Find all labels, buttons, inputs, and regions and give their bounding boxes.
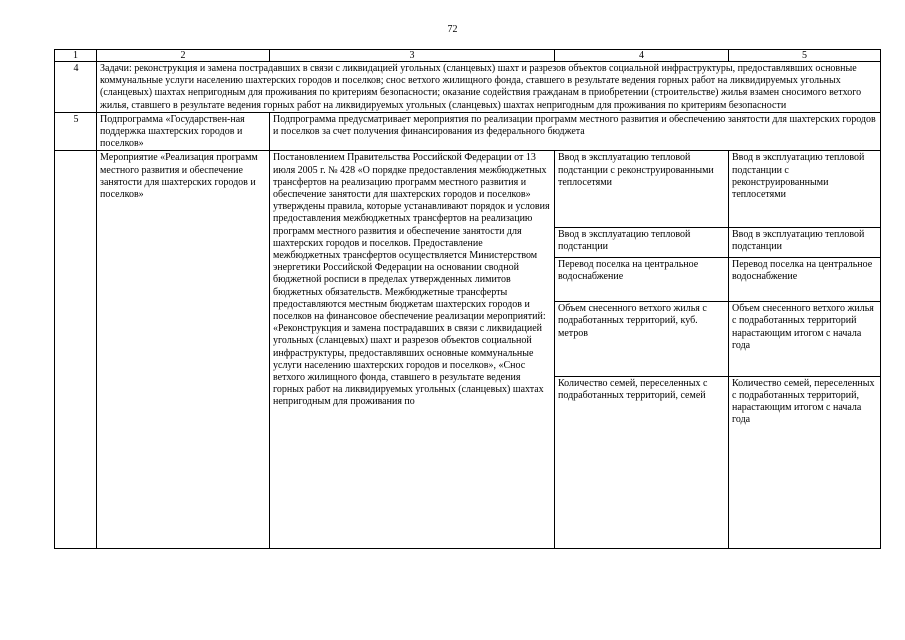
indicator-col4: Перевод поселка на центральное водоснабжение xyxy=(555,257,729,301)
event-name: Мероприятие «Реализация программ местного развития и обеспечение занятости для шахтерских городов и поселков» xyxy=(97,151,270,549)
indicator-col5: Ввод в эксплуатацию тепловой подстанции xyxy=(729,227,881,257)
table-row-tasks xyxy=(55,62,881,113)
header-col-3: 3 xyxy=(270,50,555,62)
header-col-5: 5 xyxy=(729,50,881,62)
page-number: 72 xyxy=(447,24,458,35)
row-number-empty xyxy=(55,151,97,549)
header-col-2: 2 xyxy=(97,50,270,62)
indicator-col4: Количество семей, переселенных с подработанных территорий, семей xyxy=(555,376,729,549)
table-header-row xyxy=(55,50,881,62)
row-number: 5 xyxy=(55,112,97,151)
indicator-col5: Перевод поселка на центральное водоснабжение xyxy=(729,257,881,301)
table-row-subprogram xyxy=(55,112,881,151)
indicator-col4: Ввод в эксплуатацию тепловой подстанции с реконструированными теплосетями xyxy=(555,151,729,227)
subprogram-description: Подпрограмма предусматривает мероприятия по реализации программ местного развития и обеспечению занятости для шахтерских городов и поселков за счет получения финансирования из федерального бюджета xyxy=(270,112,881,151)
indicator-col4: Ввод в эксплуатацию тепловой подстанции xyxy=(555,227,729,257)
table-row-event xyxy=(55,151,881,227)
indicator-col4: Объем снесенного ветхого жилья с подработанных территорий, куб. метров xyxy=(555,302,729,376)
indicator-col5: Объем снесенного ветхого жилья с подработанных территорий нарастающим итогом с начала года xyxy=(729,302,881,376)
event-description: Постановлением Правительства Российской Федерации от 13 июля 2005 г. № 428 «О порядке предоставления межбюджетных трансфертов на реализацию программ местного развития и обеспечение занятости для шахтерских городов и поселков» утверждены правила, которые устанавливают порядок и условия предоставления межбюджетных трансфертов на реализацию программ местного развития и обеспечение занятости для шахтерских городов и поселков. Предоставление межбюджетных трансфертов осуществляется Министерством энергетики Российской Федерации на основании сводной бюджетной росписи в пределах утвержденных лимитов бюджетных обязательств. Межбюджетные трансферты предоставляются местным бюджетам шахтерских городов и поселков на финансовое обеспечение реализации мероприятий: «Реконструкция и замена пострадавших в связи с ликвидацией угольных (сланцевых) шахт и разрезов объектов социальной инфраструктуры, предоставлявших основные коммунальные услуги населению шахтерских городов и поселков», «Снос ветхого жилищного фонда, ставшего в результате ведения горных работ на ликвидируемых угольных (сланцевых) шахтах непригодным для проживания по xyxy=(270,151,555,549)
subprogram-name: Подпрограмма «Государствен-ная поддержка шахтерских городов и поселков» xyxy=(97,112,270,151)
tasks-text: Задачи: реконструкция и замена пострадавших в связи с ликвидацией угольных (сланцевых) шахт и разрезов объектов социальной инфраструктуры, предоставлявших основные коммунальные услуги населению шахтерских городов и поселков; снос ветхого жилищного фонда, ставшего в результате ведения горных работ на ликвидируемых угольных (сланцевых) шахтах непригодным для проживания по критериям безопасности; оказание содействия гражданам в приобретении (строительстве) жилья взамен сносимого ветхого жилья, ставшего в результате ведения горных работ на ликвидируемых угольных (сланцевых) шахтах непригодным для проживания по критериям безопасности xyxy=(97,62,881,113)
indicator-col5: Ввод в эксплуатацию тепловой подстанции с реконструированными теплосетями xyxy=(729,151,881,227)
program-table xyxy=(54,49,881,549)
header-col-1: 1 xyxy=(55,50,97,62)
indicator-col5: Количество семей, переселенных с подработанных территорий, нарастающим итогом с начала года xyxy=(729,376,881,549)
header-col-4: 4 xyxy=(555,50,729,62)
row-number: 4 xyxy=(55,62,97,113)
